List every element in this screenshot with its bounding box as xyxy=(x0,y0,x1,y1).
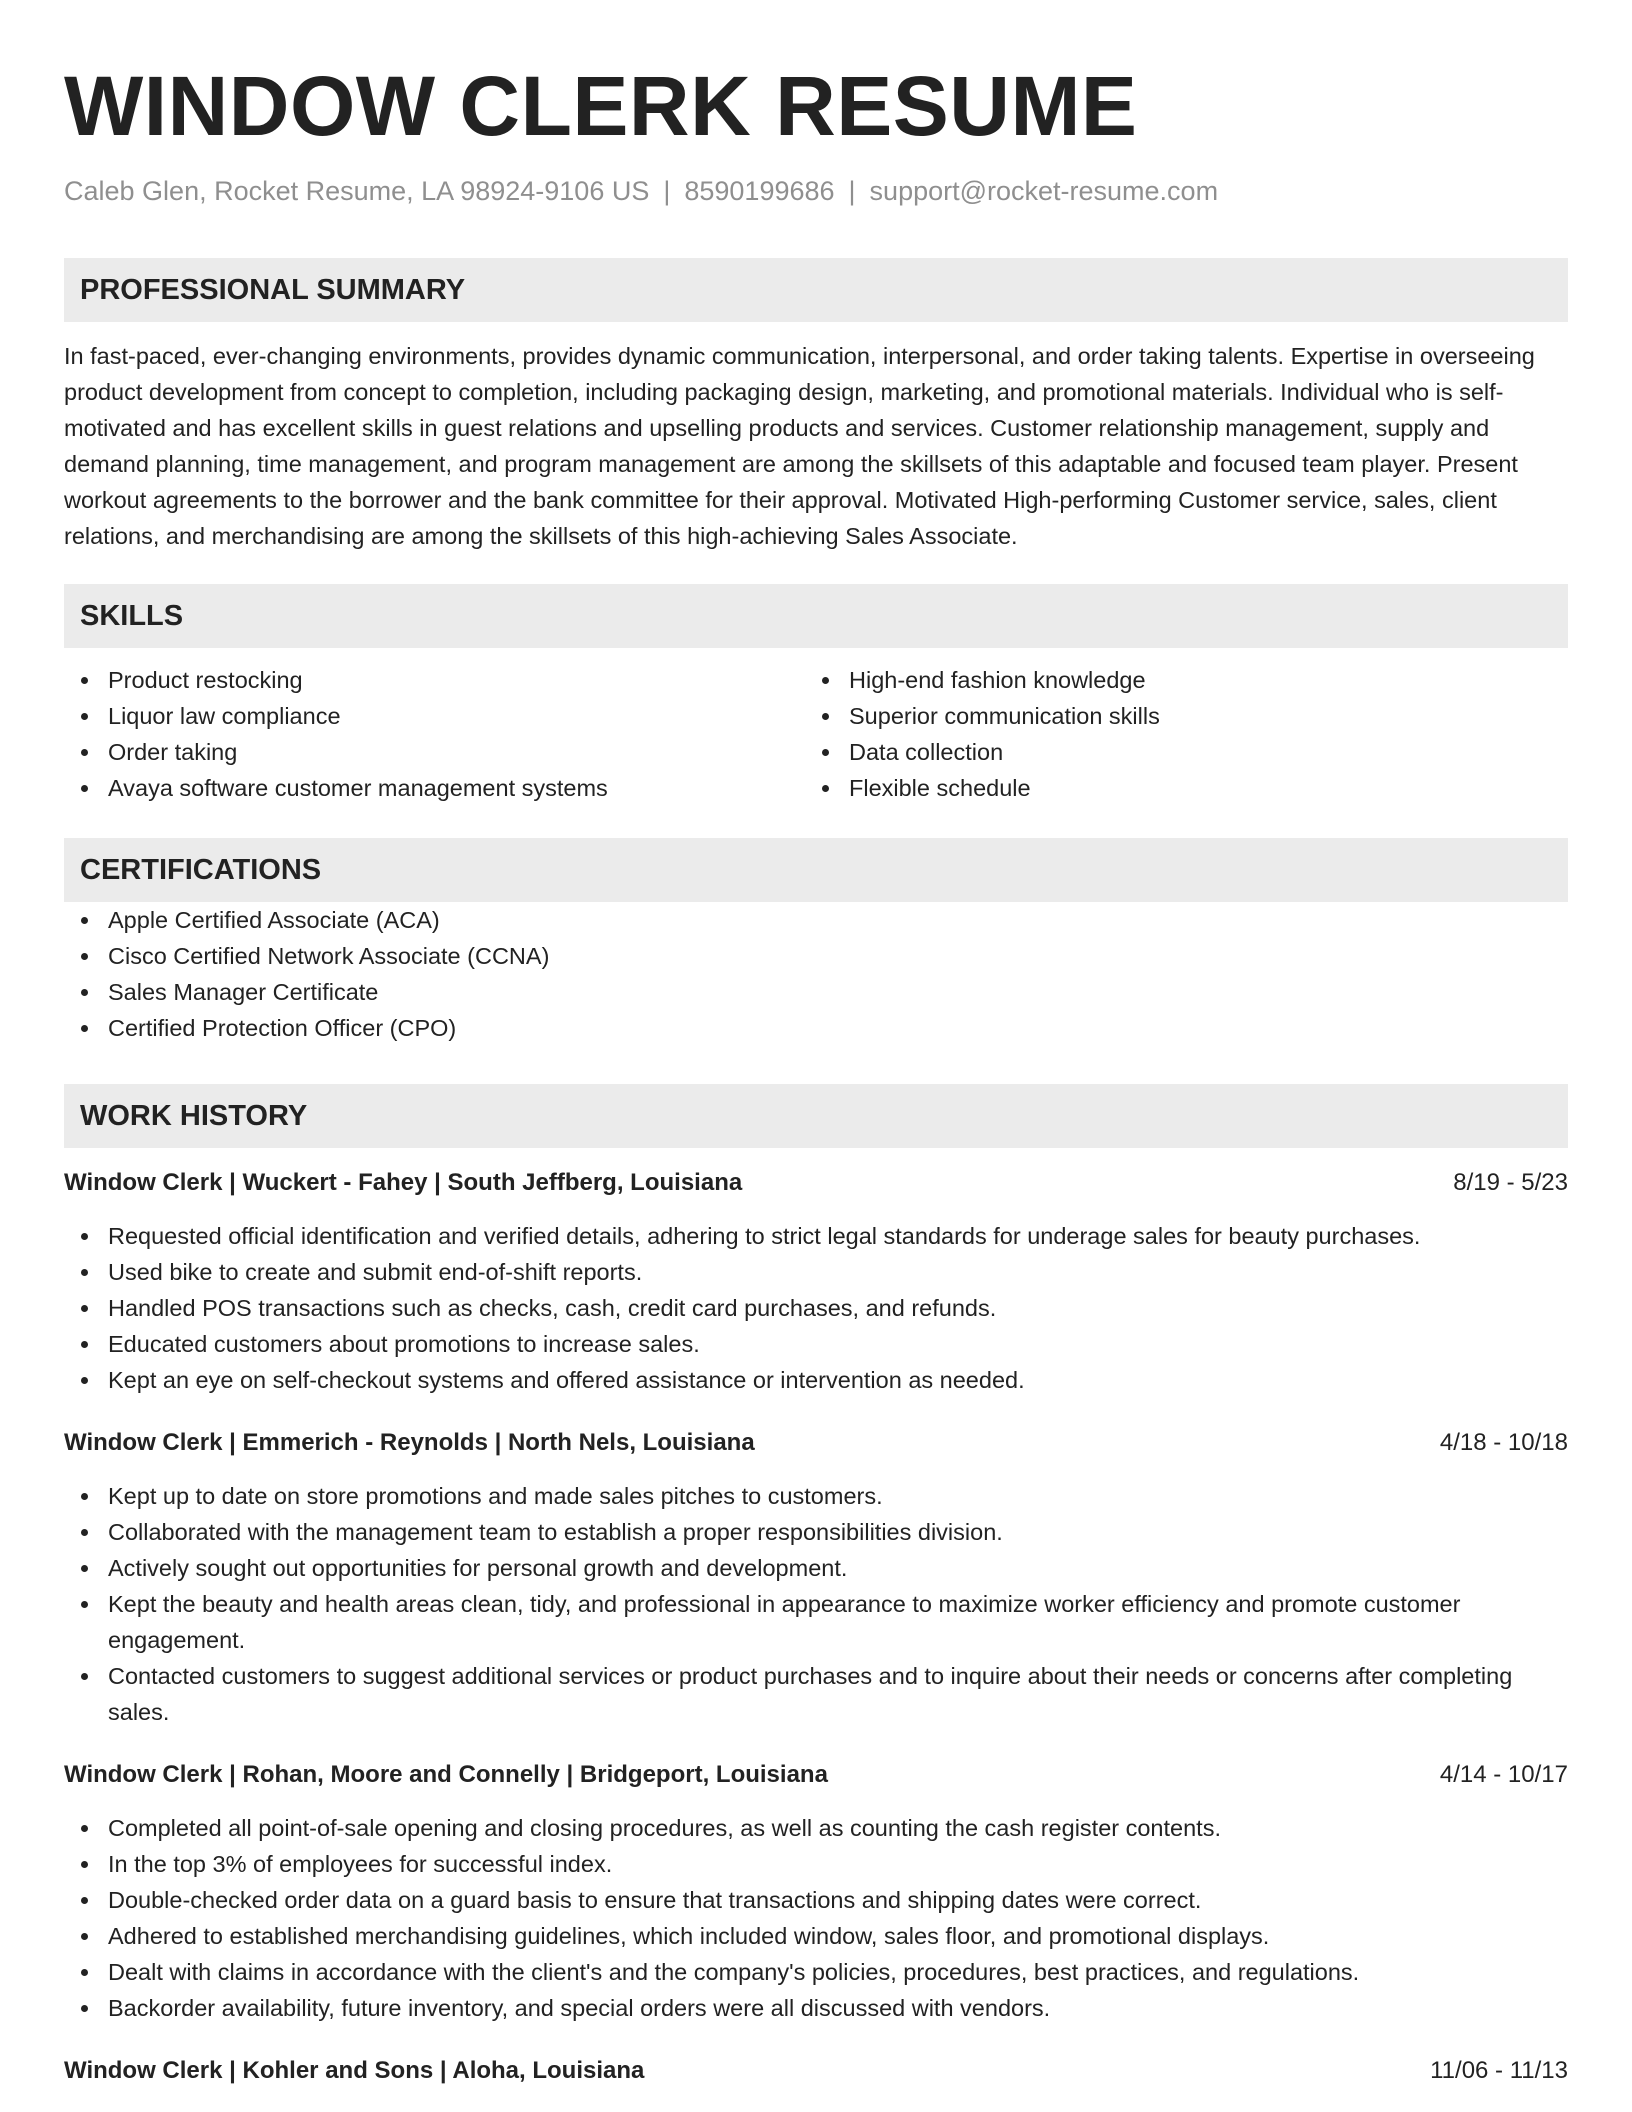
job-bullets xyxy=(64,1810,1568,2026)
job-title: Window Clerk | Emmerich - Reynolds | North Nels, Louisiana xyxy=(64,1429,755,1456)
job-dates: 4/14 - 10/17 xyxy=(1439,1761,1568,1788)
job-header xyxy=(64,1166,1568,1200)
contact-separator: | xyxy=(663,176,671,206)
job-bullet: Used bike to create and submit end-of-shift reports. xyxy=(64,1254,1568,1290)
job-header xyxy=(64,1758,1568,1792)
job-bullets xyxy=(64,1478,1568,1730)
contact-address: Caleb Glen, Rocket Resume, LA 98924-9106 US xyxy=(64,176,650,206)
skills-list xyxy=(64,662,1568,806)
summary-section-header: PROFESSIONAL SUMMARY xyxy=(64,258,1568,322)
skill-item: Order taking xyxy=(64,734,805,770)
job-dates: 8/19 - 5/23 xyxy=(1453,1169,1568,1196)
certification-item: Apple Certified Associate (ACA) xyxy=(64,902,1568,938)
job-bullet: Contacted customers to suggest additional services or product purchases and to inquire about their needs or concerns after completing sales. xyxy=(64,1658,1568,1730)
skills-column-left xyxy=(64,662,805,806)
job-bullet: Actively sought out opportunities for personal growth and development. xyxy=(64,1550,1568,1586)
job-bullet: Kept an eye on self-checkout systems and offered assistance or intervention as needed. xyxy=(64,1362,1568,1398)
certifications-list xyxy=(64,902,1568,1046)
job-bullet: Collaborated with the management team to establish a proper responsibilities division. xyxy=(64,1514,1568,1550)
job-bullet: Backorder availability, future inventory, and special orders were all discussed with vendors. xyxy=(64,1990,1568,2026)
job-entry xyxy=(64,2054,1568,2088)
job-entry xyxy=(64,1426,1568,1730)
job-bullet: In the top 3% of employees for successful index. xyxy=(64,1846,1568,1882)
certifications-section-header: CERTIFICATIONS xyxy=(64,838,1568,902)
job-header xyxy=(64,1426,1568,1460)
work-history-section-header: WORK HISTORY xyxy=(64,1084,1568,1148)
job-bullets xyxy=(64,1218,1568,1398)
job-bullet: Handled POS transactions such as checks, cash, credit card purchases, and refunds. xyxy=(64,1290,1568,1326)
job-bullet: Kept the beauty and health areas clean, tidy, and professional in appearance to maximize worker efficiency and promote customer engagement. xyxy=(64,1586,1568,1658)
job-bullet: Double-checked order data on a guard basis to ensure that transactions and shipping dates were correct. xyxy=(64,1882,1568,1918)
job-title: Window Clerk | Rohan, Moore and Connelly | Bridgeport, Louisiana xyxy=(64,1761,828,1788)
job-bullet: Completed all point-of-sale opening and closing procedures, as well as counting the cash register contents. xyxy=(64,1810,1568,1846)
summary-text: In fast-paced, ever-changing environments, provides dynamic communication, interpersonal, and order taking talents. Expertise in overseeing product development from concept to completion, including packaging design, marketing, and promotional materials. Individual who is self-motivated and has excellent skills in guest relations and upselling products and services. Customer relationship management, supply and demand planning, time management, and program management are among the skillsets of this adaptable and focused team player. Present workout agreements to the borrower and the bank committee for their approval. Motivated High-performing Customer service, sales, client relations, and merchandising are among the skillsets of this high-achieving Sales Associate. xyxy=(64,343,1535,549)
job-bullet: Adhered to established merchandising guidelines, which included window, sales floor, and promotional displays. xyxy=(64,1918,1568,1954)
job-dates: 11/06 - 11/13 xyxy=(1430,2057,1568,2084)
resume-page xyxy=(64,0,1568,2088)
job-dates: 4/18 - 10/18 xyxy=(1439,1429,1568,1456)
job-entry xyxy=(64,1166,1568,1398)
certification-item: Sales Manager Certificate xyxy=(64,974,1568,1010)
job-bullet: Educated customers about promotions to increase sales. xyxy=(64,1326,1568,1362)
skill-item: Data collection xyxy=(805,734,1546,770)
job-bullet: Requested official identification and verified details, adhering to strict legal standards for underage sales for beauty purchases. xyxy=(64,1218,1568,1254)
job-title: Window Clerk | Wuckert - Fahey | South Jeffberg, Louisiana xyxy=(64,1169,743,1196)
skill-item: Flexible schedule xyxy=(805,770,1546,806)
job-bullet: Dealt with claims in accordance with the client's and the company's policies, procedures, best practices, and regulations. xyxy=(64,1954,1568,1990)
job-title: Window Clerk | Kohler and Sons | Aloha, Louisiana xyxy=(64,2057,645,2084)
skill-item: Liquor law compliance xyxy=(64,698,805,734)
job-header xyxy=(64,2054,1568,2088)
skill-item: Product restocking xyxy=(64,662,805,698)
contact-separator: | xyxy=(848,176,856,206)
certification-item: Cisco Certified Network Associate (CCNA) xyxy=(64,938,1568,974)
skill-item: High-end fashion knowledge xyxy=(805,662,1546,698)
contact-email[interactable]: support@rocket-resume.com xyxy=(869,176,1219,206)
certification-item: Certified Protection Officer (CPO) xyxy=(64,1010,1568,1046)
job-entry xyxy=(64,1758,1568,2026)
skills-column-right xyxy=(805,662,1546,806)
skill-item: Avaya software customer management systems xyxy=(64,770,805,806)
skills-section-header: SKILLS xyxy=(64,584,1568,648)
skill-item: Superior communication skills xyxy=(805,698,1546,734)
job-bullet: Kept up to date on store promotions and made sales pitches to customers. xyxy=(64,1478,1568,1514)
contact-phone[interactable]: 8590199686 xyxy=(684,176,835,206)
resume-title: WINDOW CLERK RESUME xyxy=(64,59,1138,153)
contact-line xyxy=(64,174,1568,208)
